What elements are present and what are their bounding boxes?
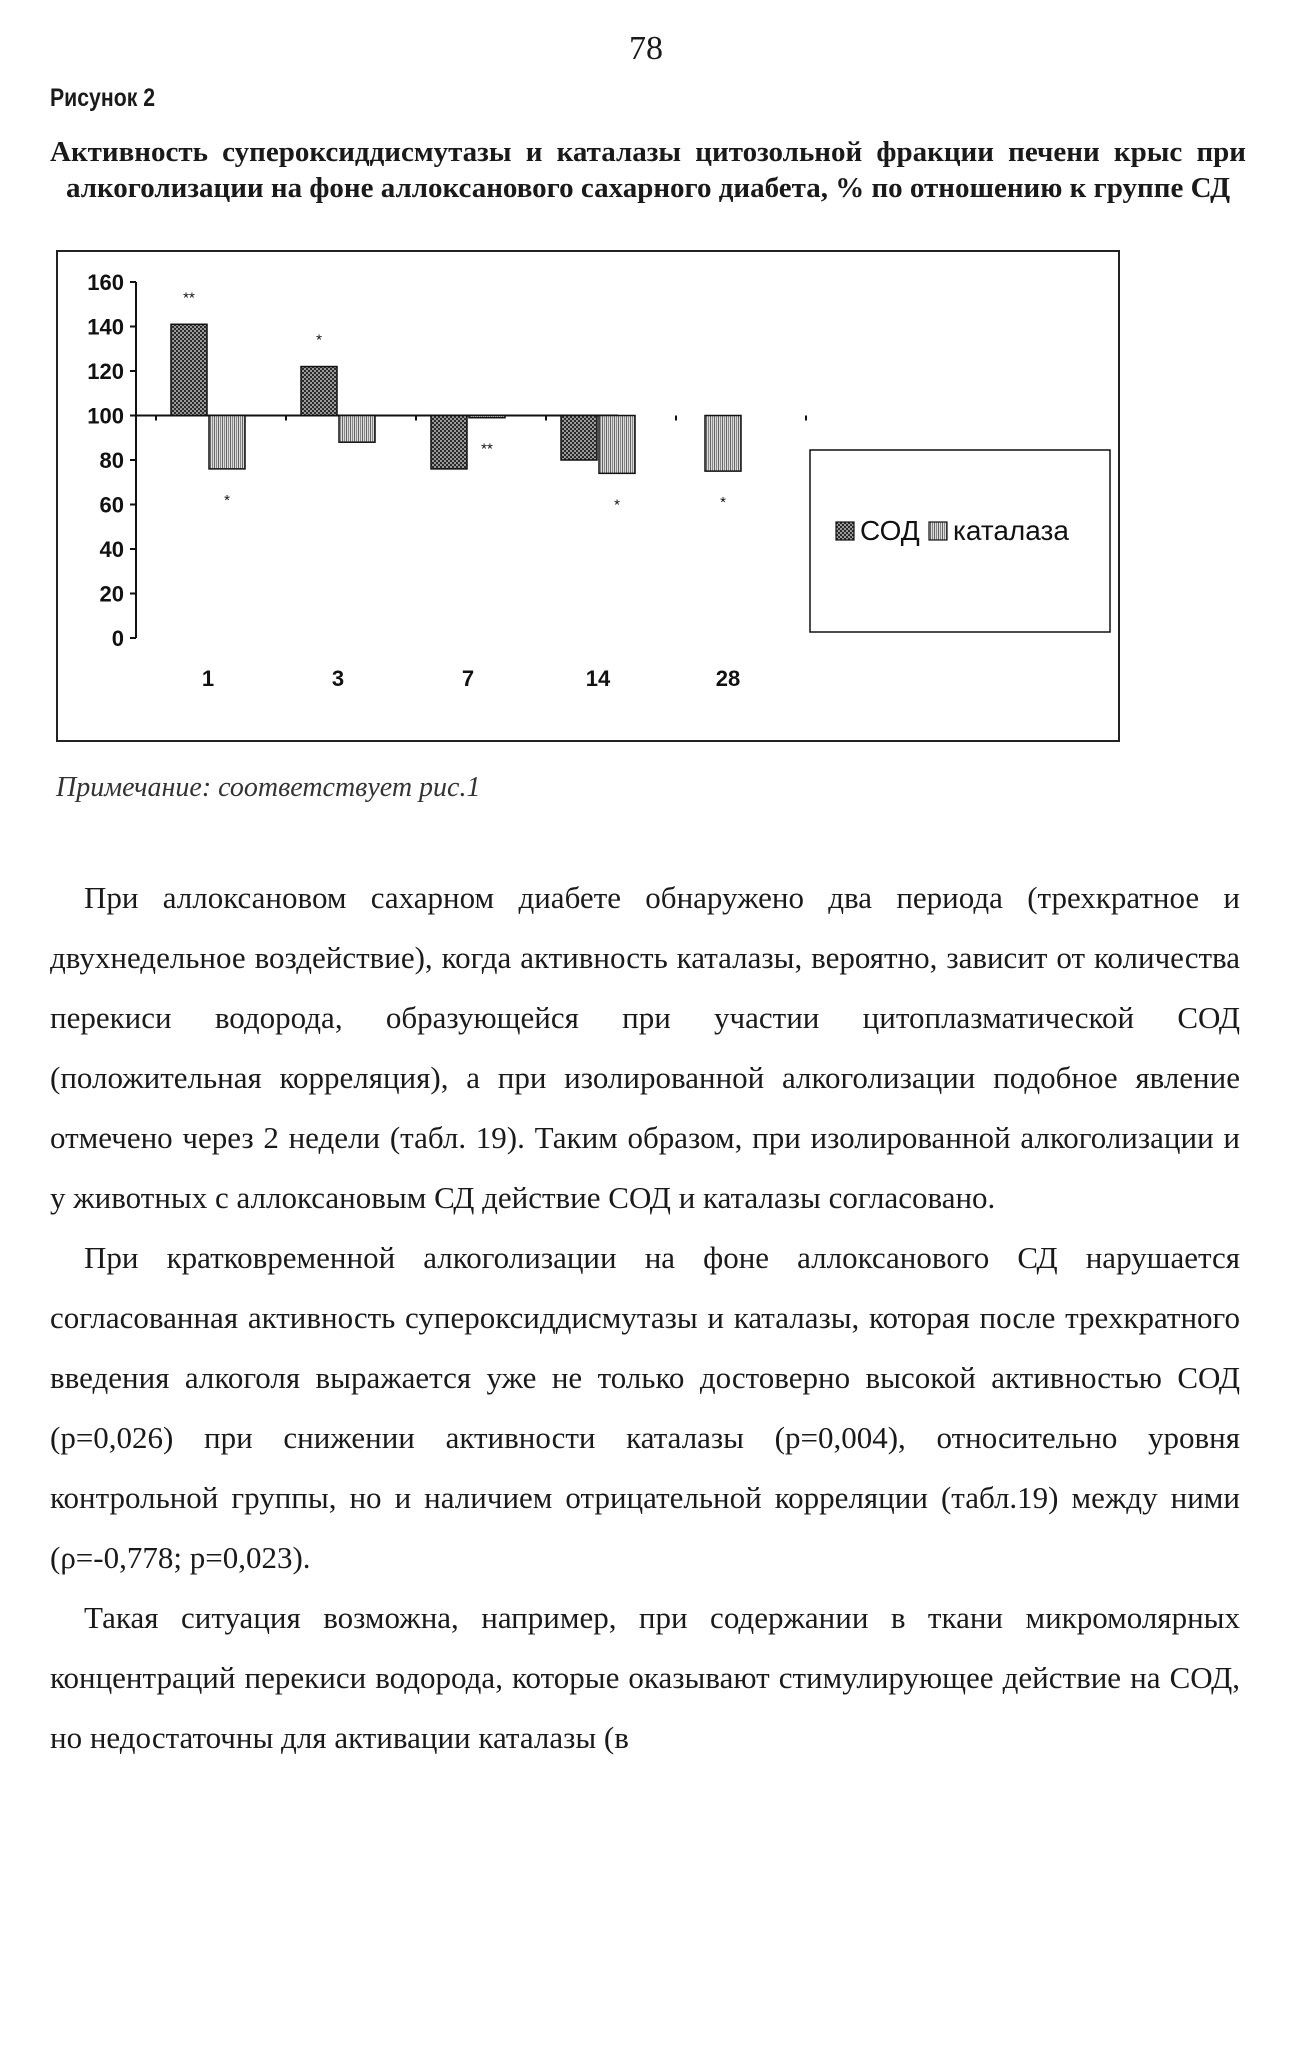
y-tick-label: 0 [111,626,124,651]
significance-marker: ** [481,440,493,458]
y-tick-label: 20 [99,581,124,607]
bar-chart [56,250,1120,742]
paragraph: Такая ситуация возможна, например, при содержании в ткани микромолярных концентраций перекиси водорода, которые оказывают стимулирующее действие на СОД, но недостаточны для активации каталазы (в [50,1600,1240,1755]
y-tick-label: 160 [87,270,124,295]
legend-label: каталаза [953,515,1069,546]
bar-catalase [469,416,505,418]
x-tick-label: 28 [715,666,741,691]
y-tick-label: 100 [87,403,124,429]
bar-sod [301,367,337,416]
bar-sod [561,416,597,461]
y-tick-label: 140 [87,314,124,340]
page-number: 78 [629,30,663,67]
significance-marker: * [614,496,620,514]
x-tick-label: 3 [331,666,345,691]
figure-note: Примечание: соответствует рис.1 [56,772,481,803]
bar-catalase [339,416,375,443]
bar-sod [431,416,467,469]
bar-catalase [705,416,741,472]
y-tick-label: 120 [87,359,124,384]
bar-catalase [209,416,245,469]
legend-swatch [929,522,947,540]
figure-caption: Активность супероксиддисмутазы и каталазы цитозольной фракции печени крыс при алкоголизации на фоне аллоксанового сахарного диабета, % по отношению к группе СД [50,136,1246,204]
paragraph: При аллоксановом сахарном диабете обнаружено два периода (трехкратное и двухнедельное воздействие), когда активность каталазы, вероятно, зависит от количества перекиси водорода, образующейся при участии цитоплазматической СОД (положительная корреляция), а при изолированной алкоголизации подобное явление отмечено через 2 недели (табл. 19). Таким образом, при изолированной алкоголизации и у животных с аллоксановым СД действие СОД и каталазы согласовано. [50,880,1240,1215]
paragraph: При кратковременной алкоголизации на фоне аллоксанового СД нарушается согласованная активность супероксиддисмутазы и каталазы, которая после трехкратного введения алкоголя выражается уже не только достоверно высокой активностью СОД (р=0,026) при снижении активности каталазы (р=0,004), относительно уровня контрольной группы, но и наличием отрицательной корреляции (табл.19) между ними (ρ=-0,778; р=0,023). [50,1240,1240,1575]
bar-catalase [599,416,635,474]
significance-marker: * [720,494,726,512]
x-tick-label: 7 [461,666,475,691]
y-tick-label: 60 [99,492,124,518]
x-tick-label: 1 [201,666,215,691]
y-tick-label: 80 [99,448,124,473]
significance-marker: ** [183,289,195,307]
y-tick-label: 40 [99,537,124,562]
significance-marker: * [316,331,322,349]
legend-swatch [836,522,854,540]
x-tick-label: 14 [585,666,611,691]
legend-label: СОД [860,515,920,546]
significance-marker: * [224,491,230,509]
bar-sod [171,324,207,415]
chart-svg [58,252,1118,740]
figure-label: Рисунок 2 [50,84,156,112]
body-text [50,868,1240,1768]
